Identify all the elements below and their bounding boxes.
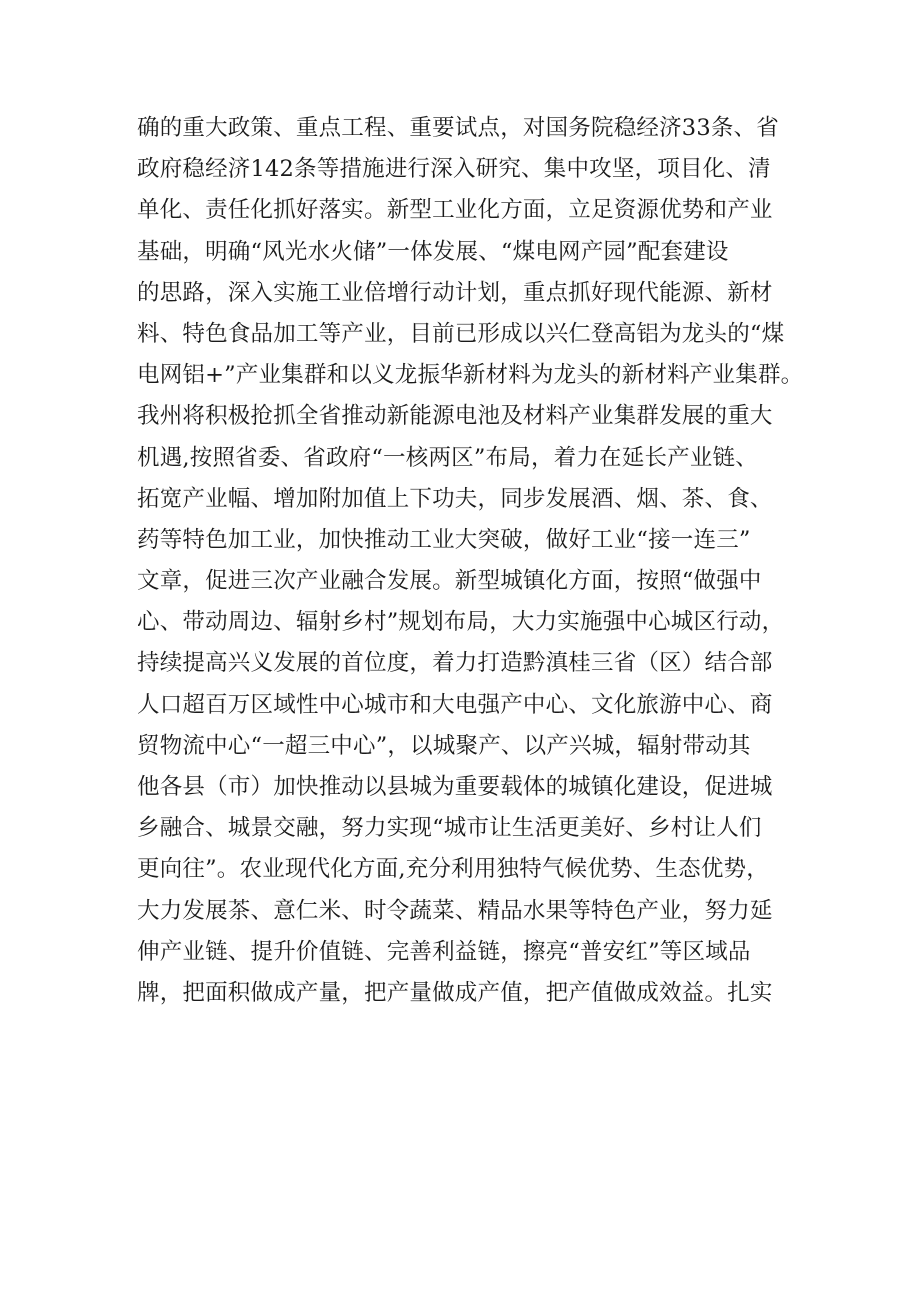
text-line: 拓宽产业幅、增加附加值上下功夫，同步发展酒、烟、茶、食、 <box>137 485 773 512</box>
text-line: 料、特色食品加工等产业，目前已形成以兴仁登高铝为龙头的“煤 <box>137 320 785 347</box>
body-text <box>137 108 817 1014</box>
text-line: 单化、责任化抓好落实。新型工业化方面，立足资源优势和产业 <box>137 197 773 224</box>
text-line: 他各县（市）加快推动以县城为重要载体的城镇化建设，促进城 <box>137 774 773 800</box>
text-line: 我州将积极抢抓全省推动新能源电池及材料产业集群发展的重大 <box>137 403 773 430</box>
text-line: 政府稳经济142条等措施进行深入研究、集中攻坚，项目化、清 <box>137 156 771 183</box>
text-line: 人口超百万区域性中心城市和大电强产中心、文化旅游中心、商 <box>137 691 773 718</box>
text-line: 伸产业链、提升价值链、完善利益链，擦亮“普安红”等区域品 <box>137 938 751 965</box>
text-line: 电网铝+”产业集群和以义龙振华新材料为龙头的新材料产业集群。 <box>137 362 804 389</box>
text-line: 的思路，深入实施工业倍增行动计划，重点抓好现代能源、新材 <box>137 279 773 306</box>
text-line: 药等特色加工业，加快推动工业大突破，做好工业“接一连三” <box>137 526 751 553</box>
text-line: 心、带动周边、辐射乡村”规划布局，大力实施强中心城区行动， <box>137 609 785 636</box>
text-line: 文章，促进三次产业融合发展。新型城镇化方面，按照“做强中 <box>137 568 762 595</box>
text-line: 机遇,按照省委、省政府“一核两区”布局，着力在延长产业链、 <box>137 444 758 471</box>
text-line: 确的重大政策、重点工程、重要试点，对国务院稳经济33条、省 <box>137 115 779 141</box>
text-line: 更向往”。农业现代化方面,充分利用独特气候优势、生态优势， <box>137 856 769 883</box>
text-line: 贸物流中心“一超三中心”，以城聚产、以产兴城，辐射带动其 <box>137 732 751 759</box>
text-line: 乡融合、城景交融，努力实现“城市让生活更美好、乡村让人们 <box>137 815 762 842</box>
text-line: 牌，把面积做成产量，把产量做成产值，把产值做成效益。扎实 <box>137 979 773 1006</box>
text-line: 持续提高兴义发展的首位度，着力打造黔滇桂三省（区）结合部 <box>137 650 773 677</box>
text-line: 基础，明确“风光水火储”一体发展、“煤电网产园”配套建设 <box>137 238 729 265</box>
text-line: 大力发展茶、意仁米、时令蔬菜、精品水果等特色产业，努力延 <box>137 897 773 924</box>
